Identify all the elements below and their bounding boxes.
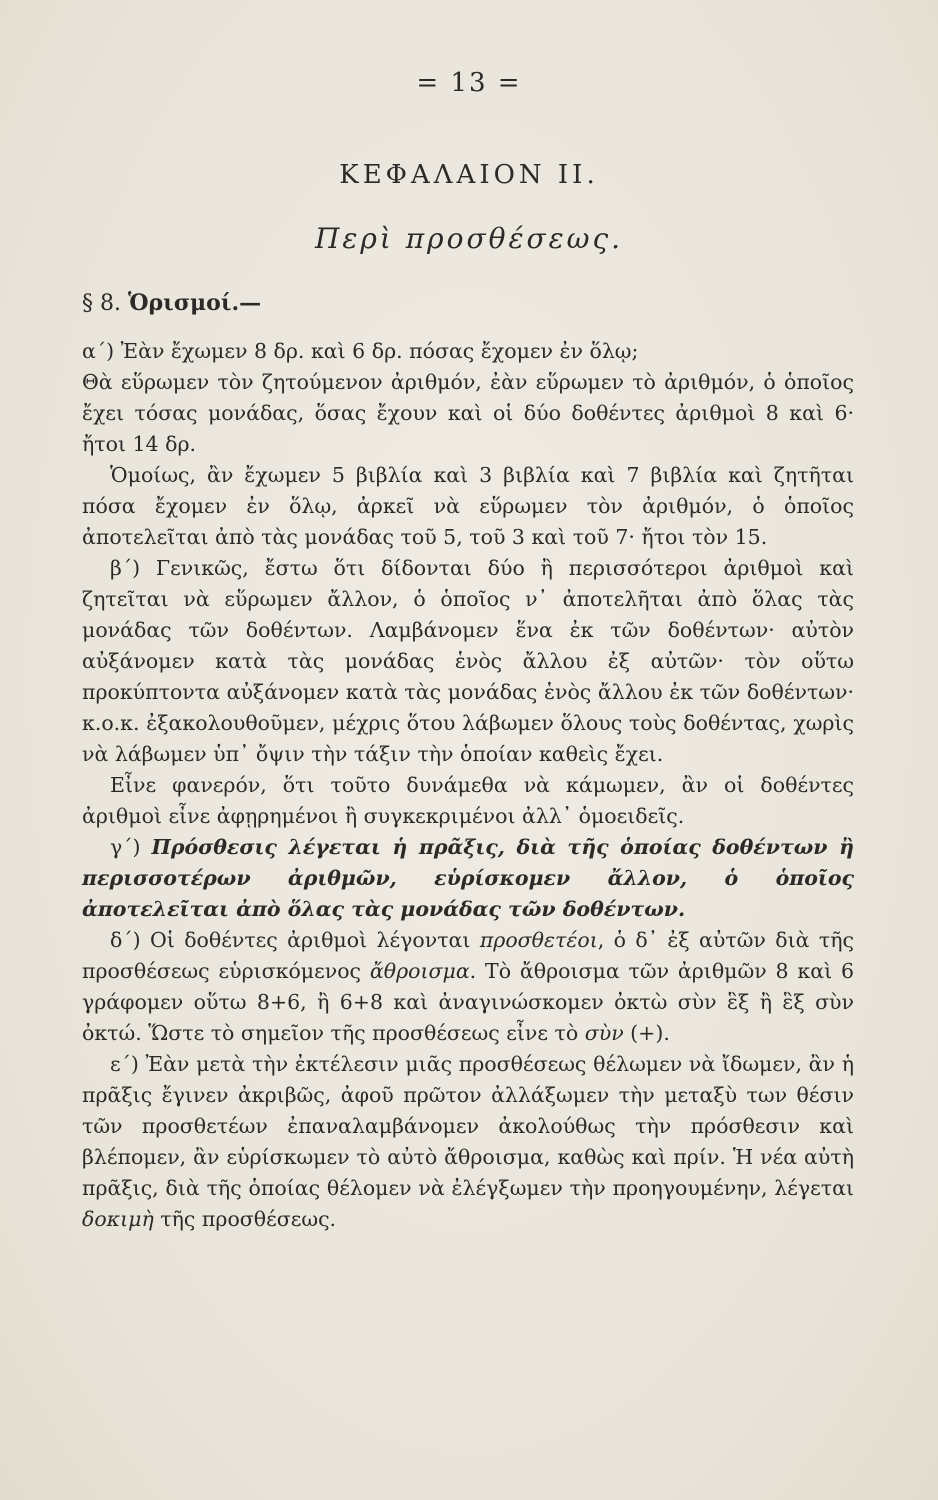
term-check: δοκιμὴ: [82, 1207, 154, 1231]
paragraph-b-2: Εἶνε φανερόν, ὅτι τοῦτο δυνάμεθα νὰ κάμωμεν, ἂν οἱ δοθέντες ἀριθμοὶ εἶνε ἀφῃρημένοι ἢ συγκεκριμένοι ἀλλ᾽ ὁμοειδεῖς.: [82, 773, 854, 828]
paragraph-e-part-2: τῆς προσθέσεως.: [153, 1207, 337, 1231]
paragraph-e-part-1: ε΄) Ἐὰν μετὰ τὴν ἐκτέλεσιν μιᾶς προσθέσεως θέλωμεν νὰ ἴδωμεν, ἂν ἡ πρᾶξις ἔγινεν ἀκριβῶς, ἀφοῦ πρῶτον ἀλλάξωμεν τὴν μεταξὺ των θέσιν τῶν προσθετέων ἐπαναλαμβάνομεν ἀκολούθως τὴν πρόσθεσιν καὶ βλέπομεν, ἂν εὑρίσκωμεν τὸ αὐτὸ ἄθροισμα, καθὼς καὶ πρίν. Ἡ νέα αὐτὴ πρᾶξις, διὰ τῆς ὁποίας θέλομεν νὰ ἐλέγξωμεν τὴν προηγουμένην, λέγεται: [82, 1052, 854, 1200]
chapter-subtitle: Περὶ προσθέσεως.: [314, 222, 624, 255]
paragraph-a-1: α΄) Ἐὰν ἔχωμεν 8 δρ. καὶ 6 δρ. πόσας ἔχομεν ἐν ὅλῳ;: [82, 339, 639, 363]
paragraph-d-part-2: , ὁ δ᾽ ἐξ αὐτῶν διὰ τῆς προσθέσεως εὑρισκόμενος: [82, 928, 854, 983]
paragraph-b-1: β΄) Γενικῶς, ἔστω ὅτι δίδονται δύο ἢ περισσότεροι ἀριθμοὶ καὶ ζητεῖται νὰ εὕρωμεν ἄλλον, ὁ ὁποῖος ν᾽ ἀποτελῆται ἀπὸ ὅλας τὰς μονάδας τῶν δοθέντων. Λαμβάνομεν ἕνα ἐκ τῶν δοθέντων· αὐτὸν αὐξάνομεν κατὰ τὰς μονάδας ἑνὸς ἄλλου ἐξ αὐτῶν· τὸν οὕτω προκύπτοντα αὐξάνομεν κατὰ τὰς μονάδας ἑνὸς ἄλλου ἐκ τῶν δοθέντων· κ.ο.κ. ἐξακολουθοῦμεν, μέχρις ὅτου λάβωμεν ὅλους τοὺς δοθέντας, χωρὶς νὰ λάβωμεν ὑπ᾽ ὄψιν τὴν τάξιν τὴν ὁποίαν καθεὶς ἔχει.: [82, 556, 854, 766]
term-plus: σὺν: [584, 1021, 624, 1045]
definition-addition: Πρόσθεσις λέγεται ἡ πρᾶξις, διὰ τῆς ὁποίας δοθέντων ἢ περισσοτέρων ἀριθμῶν, εὑρίσκομεν ἄλλον, ὁ ὁποῖος ἀποτελεῖται ἀπὸ ὅλας τὰς μονάδας τῶν δοθέντων.: [82, 835, 854, 921]
section-mark: § 8.: [82, 291, 121, 316]
paragraph-a-3: Ὁμοίως, ἂν ἔχωμεν 5 βιβλία καὶ 3 βιβλία καὶ 7 βιβλία καὶ ζητῆται πόσα ἔχομεν ἐν ὅλῳ, ἀρκεῖ νὰ εὕρωμεν τὸν ἀριθμόν, ὁ ὁποῖος ἀποτελεῖται ἀπὸ τὰς μονάδας τοῦ 5, τοῦ 3 καὶ τοῦ 7· ἤτοι τὸν 15.: [82, 463, 854, 549]
paragraph-d-part-4: (+).: [623, 1021, 670, 1045]
paragraph-e: [82, 1049, 854, 1235]
section-heading-text: Ὁρισμοί.—: [127, 290, 262, 316]
term-addends: προσθετέοι: [479, 928, 598, 952]
page-body: [82, 336, 854, 1235]
chapter-title: ΚΕΦΑΛΑΙΟΝ ΙΙ.: [339, 160, 599, 190]
paragraph-c: [82, 832, 854, 925]
page-number: = 13 =: [416, 68, 522, 98]
section-heading: [82, 290, 261, 316]
paragraph-d-part-1: δ΄) Οἱ δοθέντες ἀριθμοὶ λέγονται: [110, 928, 480, 952]
paragraph-d: [82, 925, 854, 1049]
term-sum: ἄθροισμα: [369, 959, 470, 983]
paragraph-a-2: Θὰ εὕρωμεν τὸν ζητούμενον ἀριθμόν, ἐὰν εὕρωμεν τὸ ἀριθμόν, ὁ ὁποῖος ἔχει τόσας μονάδας, ὅσας ἔχουν καὶ οἱ δύο δοθέντες ἀριθμοὶ 8 καὶ 6· ἤτοι 14 δρ.: [82, 370, 854, 456]
paragraph-d-part-3: . Τὸ ἄθροισμα τῶν ἀριθμῶν 8 καὶ 6 γράφομεν οὕτω 8+6, ἢ 6+8 καὶ ἀναγινώσκομεν ὀκτὼ σὺν ἓξ ἢ ἓξ σὺν ὀκτώ. Ὥστε τὸ σημεῖον τῆς προσθέσεως εἶνε τὸ: [82, 959, 855, 1045]
paragraph-c-prefix: γ΄): [110, 835, 152, 859]
